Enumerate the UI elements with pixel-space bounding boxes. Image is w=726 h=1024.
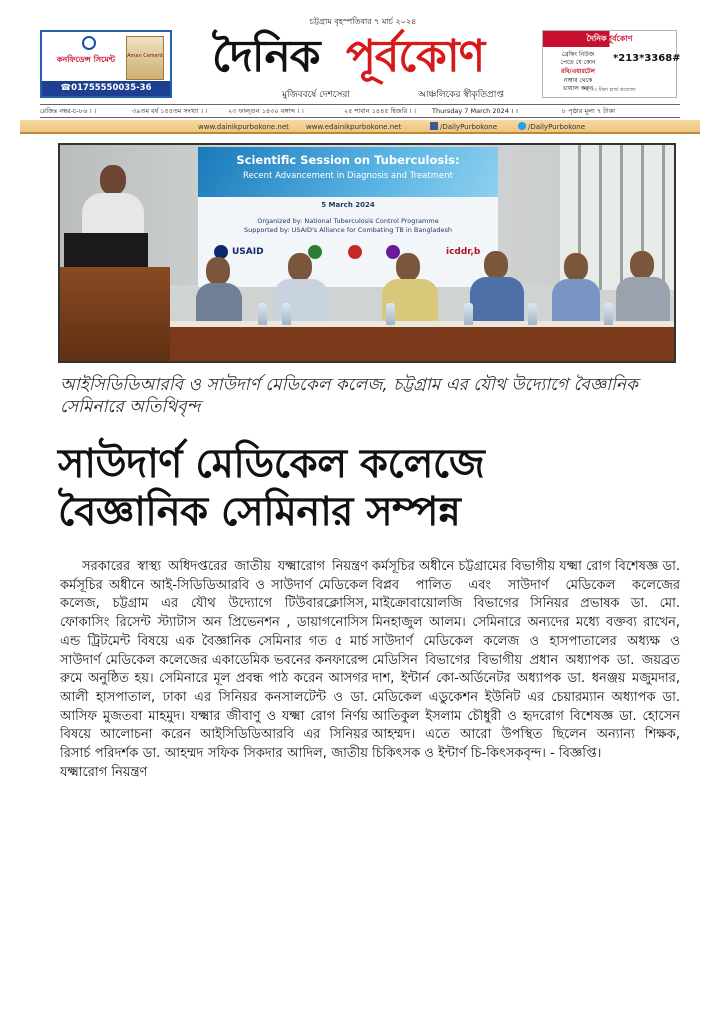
bangla-date: ২৩ ফাল্গুন ১৪৩০ বঙ্গাব্দ । । bbox=[228, 107, 304, 115]
ussd-code: *213*3368# bbox=[613, 53, 681, 64]
cement-logo-icon bbox=[82, 36, 96, 50]
banner-organizer: Organized by: National Tuberculosis Control Programme bbox=[257, 217, 439, 225]
water-bottle bbox=[604, 303, 613, 325]
article-column-right bbox=[372, 558, 680, 764]
hijri-date: ২৫ শাবান ১৪৪৫ হিজরি । । bbox=[344, 107, 416, 115]
page-price: ৮ পৃষ্ঠার মূল্য ৭ টাকা bbox=[562, 107, 616, 115]
headline-line-2: বৈজ্ঞানিক সেমিনার সম্পন্ন bbox=[58, 489, 461, 535]
breaking-news-advertisement[interactable] bbox=[542, 30, 681, 98]
registration-number: রেজিঃ নম্বর-চ-৮৬ । । bbox=[40, 107, 97, 115]
epaper-link[interactable]: www.edainikpurbokone.net bbox=[306, 123, 402, 131]
seminar-photo bbox=[58, 143, 676, 363]
english-date: Thursday 7 March 2024 । । bbox=[432, 107, 518, 115]
ad-line-4: নাম্বার থেকে bbox=[563, 77, 593, 84]
issue-year: ৩৯তম বর্ষ ১৫৫তম সংখ্যা । । bbox=[132, 107, 208, 115]
article-headline bbox=[58, 440, 678, 536]
cement-bag-image: Aman Cement bbox=[126, 36, 164, 80]
facebook-icon bbox=[430, 122, 438, 130]
article-paragraph: সরকারের স্বাস্থ্য অধিদপ্তরের জাতীয় যক্ষ্মারোগ নিয়ন্ত্রণ কর্মসূচির অধীনে আই-সিডিডিআরবি ও সাউদার্ণ মেডিকেল কলেজ, চট্টগ্রাম এর যৌথ উদ্যোগে টিউবারক্লোসিস, ফোকাসিং রিসেন্ট স্ট্যাটাস অন প্রিভেনশন , ডায়াগনোসিস এন্ড ট্রিটমেন্ট বিষয়ে এক বৈজ্ঞানিক সেমিনার গত ৫ মার্চ সাউদার্ণ মেডিকেল কলেজের একাডেমিক ভবনের কনফারেন্স রুমে অনুষ্ঠিত হয়। সেমিনারে মূল প্রবন্ধ পাঠ করেন আসগর আলী হাসপাতাল, ঢাকা এর সিনিয়র কনসালটেন্ট ও ডা. আসিফ মুজতবা মাহমুদ। যক্ষ্মার জীবাণু ও যক্ষ্মা রোগ নির্ণয় বিষয়ে আলোচনা করেন আইসিডিডিআরবি এর সিনিয়র রিসার্চ পরিদর্শক ডা. আহম্মদ সফিক সিকদার আদিল, জাতীয় যক্ষ্মারোগ নিয়ন্ত্রণ bbox=[60, 559, 368, 780]
photo-caption: আইসিডিডিআরবি ও সাউদার্ণ মেডিকেল কলেজ, চট্টগ্রাম এর যৌথ উদ্যোগে বৈজ্ঞানিক সেমিনারে অতিথিবৃন্দ bbox=[60, 375, 638, 417]
web-links-bar bbox=[20, 120, 700, 134]
banner-logos bbox=[198, 243, 498, 263]
article-column-left bbox=[60, 558, 368, 782]
laptop bbox=[64, 233, 148, 271]
water-bottle bbox=[282, 303, 291, 325]
icddrb-logo: icddr,b bbox=[446, 247, 481, 257]
banner-subtitle: Recent Advancement in Diagnosis and Treatment bbox=[242, 171, 453, 181]
ad-line-5: ডায়াল করুন bbox=[562, 85, 594, 92]
water-bottle bbox=[528, 303, 537, 325]
banner-date: 5 March 2024 bbox=[321, 201, 375, 209]
cement-advertisement[interactable] bbox=[40, 30, 172, 98]
podium bbox=[60, 267, 170, 363]
website-link[interactable]: www.dainikpurbokone.net bbox=[198, 123, 289, 131]
ntp-logo-icon bbox=[348, 245, 362, 259]
ad-line-1: ব্রেকিং নিউজ bbox=[561, 51, 595, 58]
newspaper-name-black: দৈনিক bbox=[212, 31, 320, 82]
govt-seal-icon bbox=[308, 245, 322, 259]
water-bottle bbox=[258, 303, 267, 325]
article-paragraph: কর্মসূচির অধীনে চট্টগ্রামের বিভাগীয় যক্ষ্মা রোগ বিশেষজ্ঞ ডা. বিপ্লব পালিত এবং সাউদার্ণ মেডিকেল কলেজের মাইক্রোবায়োলজি বিভাগের সিনিয়র প্রভাষক ডা. মো. মিনহাজুল আলম। সেমিনারে অন্যদের মধ্যে বক্তব্য রাখেন, সাউদার্ণ মেডিকেল কলেজ ও হাসপাতালের অধ্যক্ষ ও মেডিসিন বিভাগের বিভাগীয় প্রধান অধ্যাপক ডা. জয়ব্রত দাশ, ইন্টার্ন কো-অর্ডিনেটর অধ্যাপক ডা. ধনঞ্জয় মজুমদার, মেডিকেল এডুকেশন ইউনিট এর চেয়ারম্যান অধ্যাপক ডা. আতিকুল ইসলাম চৌধুরী ও হৃদরোগ বিশেষজ্ঞ ডা. হোসেন আহম্মদ। এতে আরো উপস্থিত ছিলেন অন্যান্য শিক্ষক, চিকিৎসক ও ইন্টার্ণ চি-কিৎসকবৃন্দ। - বিজ্ঞপ্তি। bbox=[372, 559, 680, 762]
ad-footer: *২.৩৩ টাকা চার্জ প্রযোজ্য bbox=[583, 87, 636, 93]
panel-table bbox=[170, 327, 676, 363]
headline-line-1: সাউদার্ণ মেডিকেল কলেজে bbox=[58, 441, 485, 487]
newspaper-name-red: পূর্বকোণ bbox=[346, 31, 485, 82]
ad-brand-name: কনফিডেন্স সিমেন্ট bbox=[56, 55, 116, 64]
ad-line-3: রবি/এয়ারটেল bbox=[561, 68, 595, 75]
ad-phone-number: ☎01755550035-36 bbox=[42, 81, 170, 96]
usaid-logo: USAID bbox=[232, 247, 264, 257]
twitter-icon bbox=[518, 122, 526, 130]
ad-header: দৈনিকপূর্বকোণ bbox=[543, 31, 676, 47]
seminar-banner bbox=[198, 147, 498, 287]
issue-info-bar bbox=[40, 104, 680, 118]
tagline-right: আঞ্চলিকের স্বীকৃতিপ্রাপ্ত bbox=[418, 90, 504, 100]
tagline-left: মুজিববর্ষে দেশসেরা bbox=[282, 90, 350, 100]
water-bottle bbox=[464, 303, 473, 325]
banner-supporter: Supported by: USAID's Alliance for Combating TB in Bangladesh bbox=[243, 226, 453, 234]
ad-line-2: পেতে যে কোন bbox=[560, 59, 596, 66]
masthead bbox=[0, 0, 726, 140]
twitter-link[interactable]: /DailyPurbokone bbox=[518, 120, 585, 134]
facebook-link[interactable]: /DailyPurbokone bbox=[430, 120, 497, 134]
top-dateline: চট্টগ্রাম বৃহস্পতিবার ৭ মার্চ ২০২৪ bbox=[309, 17, 417, 26]
water-bottle bbox=[386, 303, 395, 325]
banner-title: Scientific Session on Tuberculosis: bbox=[236, 153, 460, 167]
